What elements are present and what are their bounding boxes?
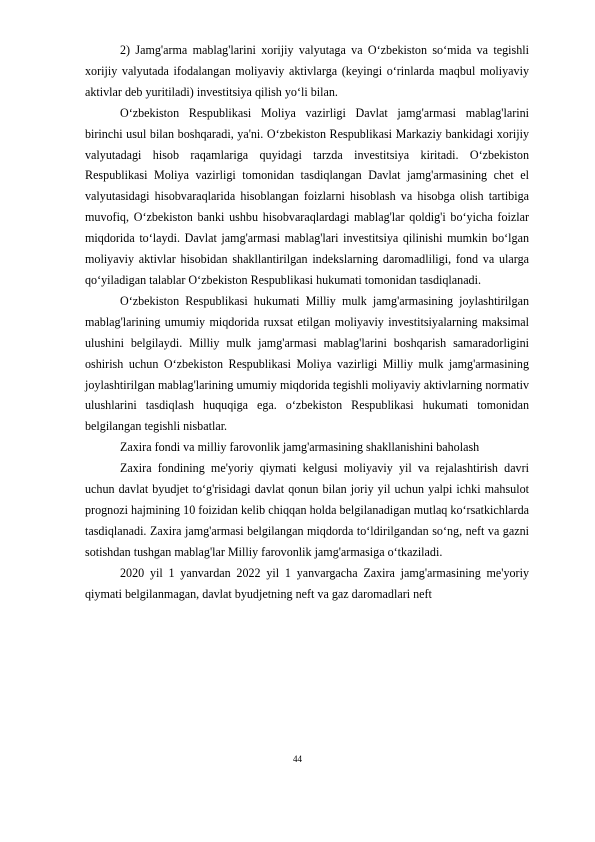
paragraph-national-property-fund: O‘zbekiston Respublikasi hukumati Milliy mulk jamg'armasining joylashtirilgan mablag'larining umumiy miqdorida ruxsat etilgan moliyaviy investitsiyalarning maksimal ulushini belgilaydi. Milliy mulk jamg'armasi mablag'larini boshqarish samaradorligini oshirish uchun O‘zbekiston Respublikasi Moliya vazirligi Milliy mulk jamg'armasining joylashtirilgan mablag'larining umumiy miqdorida tegishli moliyaviy aktivlarning normativ ulushlarini tasdiqlash huquqiga ega. o‘zbekiston Respublikasi hukumati tomonidan belgilangan tegishli nisbatlar.: [85, 293, 529, 434]
paragraph-ministry-management: O‘zbekiston Respublikasi Moliya vazirligi Davlat jamg'armasi mablag'larini birinchi usul bilan boshqaradi, ya'ni. O‘zbekiston Respublikasi Markaziy bankidagi xorijiy valyutadagi hisob raqamlariga quyidagi tarzda investitsiya kiritadi. O‘zbekiston Respublikasi Moliya vazirligi tomonidan tasdiqlangan Davlat jamg'armasining chet el valyutasidagi hisobvaraqlarida hisoblangan foizlarni hisoblash va hisobga olish tartibiga muvofiq, O‘zbekiston banki ushbu hisobvaraqlardagi mablag'lar qoldig'i bo‘yicha foizlar miqdorida to‘laydi. Davlat jamg'armasi mablag'lari investitsiya qilinishi mumkin bo‘lgan moliyaviy aktivlar hisobidan shakllantirilgan indekslarning daromadliligi, fond va ularga qo‘yiladigan talablar O‘zbekiston Respublikasi hukumati tomonidan tasdiqlanadi.: [85, 105, 529, 287]
paragraph-2020-2022: 2020 yil 1 yanvardan 2022 yil 1 yanvargacha Zaxira jamg'armasining me'yoriy qiymati belgilanmagan, davlat byudjetning neft va gaz daromadlari neft: [85, 565, 529, 601]
paragraph-reserve-fund-value: Zaxira fondining me'yoriy qiymati kelgusi moliyaviy yil va rejalashtirish davri uchun davlat byudjet to‘g'risidagi davlat qonun bilan joriy yil uchun yalpi ichki mahsulot prognozi hajmining 10 foizidan kelib chiqqan holda belgilanadigan mutlaq ko‘rsatkichlarda tasdiqlanadi. Zaxira jamg'armasi belgilangan miqdorda to‘ldirilgandan so‘ng, neft va gazni sotishdan tushgan mablag'lar Milliy farovonlik jamg'armasiga o‘tkaziladi.: [85, 461, 529, 559]
document-page: [85, 40, 529, 604]
paragraph-investment-methods: 2) Jamg'arma mablag'larini xorijiy valyutaga va O‘zbekiston so‘mida va tegishli xorijiy valyutada ifodalangan moliyaviy aktivlarga (keyingi o‘rinlarda maqbul moliyaviy aktivlar deb yuritiladi) investitsiya qilish yo‘li bilan.: [85, 43, 529, 99]
section-heading: Zaxira fondi va milliy farovonlik jamg'armasining shakllanishini baholash: [120, 440, 480, 455]
page-number: 44: [293, 754, 302, 764]
